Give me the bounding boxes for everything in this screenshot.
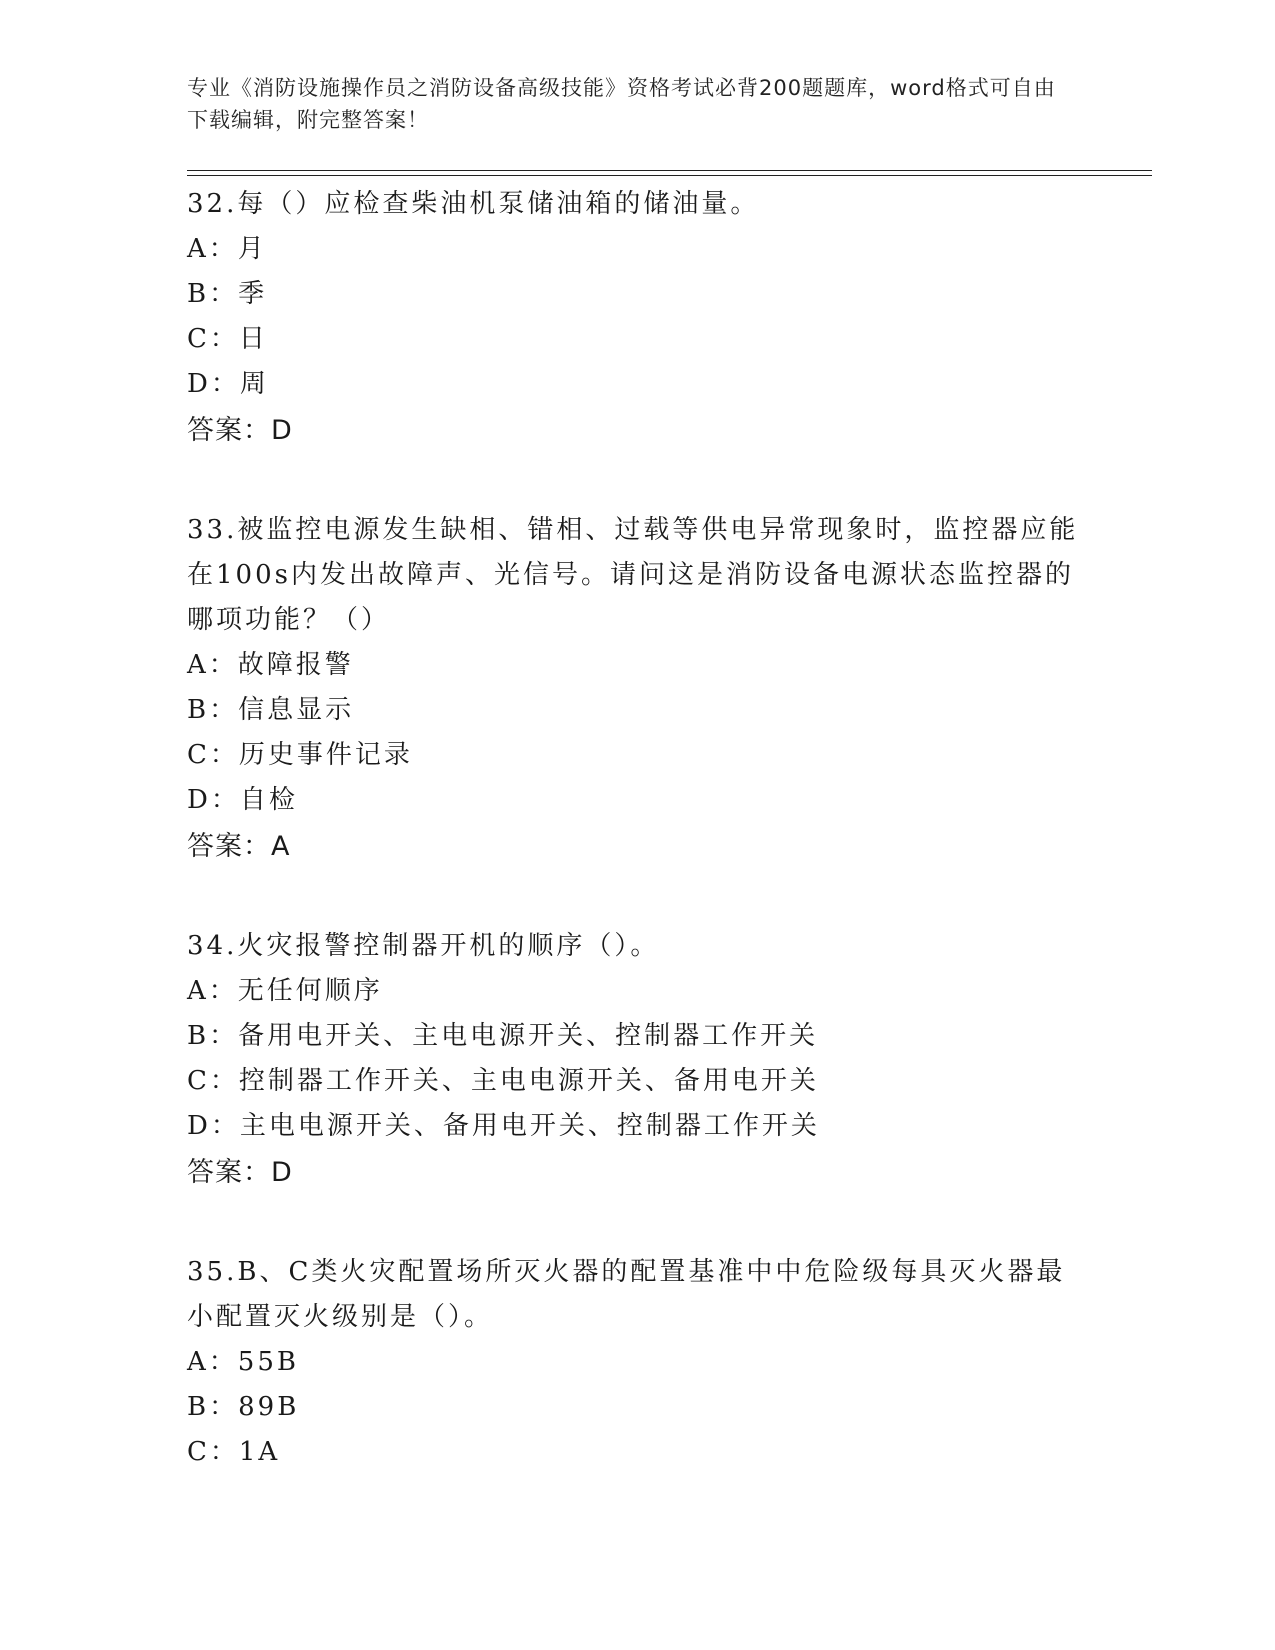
option-a: A：55B — [187, 1347, 299, 1377]
question-spacer — [187, 454, 1152, 508]
option-d: D：周 — [187, 369, 269, 399]
option-b: B：备用电开关、主电电源开关、控制器工作开关 — [187, 1021, 819, 1051]
document-page — [187, 72, 1152, 1475]
option-c: C：日 — [187, 324, 268, 354]
option-a: A：故障报警 — [187, 650, 354, 680]
question-33 — [187, 508, 1152, 870]
question-34 — [187, 924, 1152, 1196]
document-header: 专业《消防设施操作员之消防设备高级技能》资格考试必背200题题库，word格式可自由下载编辑，附完整答案！ — [187, 76, 1056, 132]
option-a: A：无任何顺序 — [187, 976, 383, 1006]
question-text: 32.每（）应检查柴油机泵储油箱的储油量。 — [187, 189, 760, 219]
option-b: B：季 — [187, 279, 268, 309]
option-c: C：控制器工作开关、主电电源开关、备用电开关 — [187, 1066, 819, 1096]
question-text: 33.被监控电源发生缺相、错相、过载等供电异常现象时，监控器应能在100s内发出故障声、光信号。请问这是消防设备电源状态监控器的哪项功能？（） — [187, 515, 1079, 635]
option-d: D：自检 — [187, 785, 298, 815]
answer-label: 答案：D — [187, 415, 293, 446]
option-d: D：主电电源开关、备用电开关、控制器工作开关 — [187, 1111, 820, 1141]
question-text: 35.B、C类火灾配置场所灭火器的配置基准中中危险级每具灭火器最小配置灭火级别是（）。 — [187, 1257, 1066, 1332]
option-b: B：89B — [187, 1392, 300, 1422]
question-35 — [187, 1250, 1152, 1475]
question-32 — [187, 182, 1152, 454]
option-c: C：1A — [187, 1437, 281, 1467]
option-b: B：信息显示 — [187, 695, 355, 725]
answer-label: 答案：A — [187, 831, 291, 862]
question-spacer — [187, 870, 1152, 924]
option-c: C：历史事件记录 — [187, 740, 413, 770]
question-text: 34.火灾报警控制器开机的顺序（）。 — [187, 931, 660, 961]
question-spacer — [187, 1196, 1152, 1250]
option-a: A：月 — [187, 234, 267, 264]
answer-label: 答案：D — [187, 1157, 293, 1188]
header-divider — [187, 170, 1152, 176]
